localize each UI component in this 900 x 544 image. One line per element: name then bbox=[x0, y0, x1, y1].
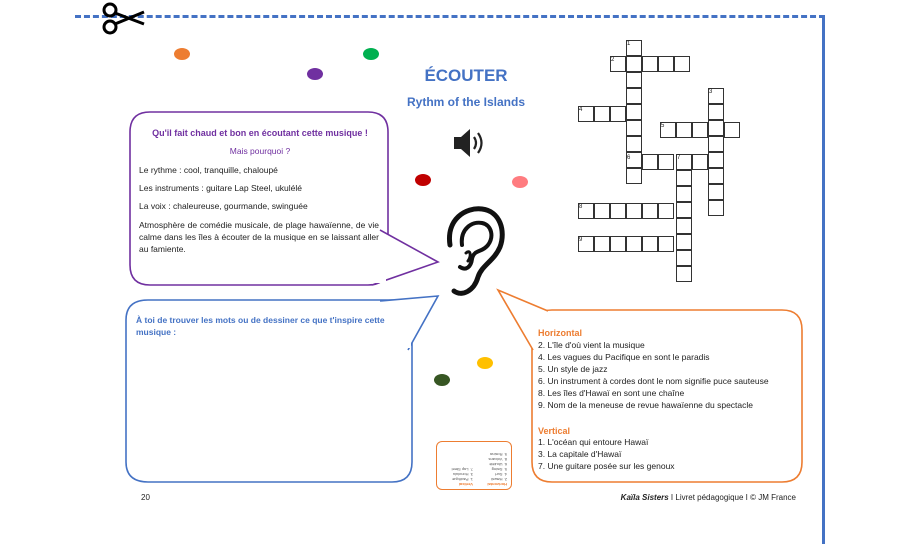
description-rythme: Le rythme : cool, tranquille, chaloupé bbox=[139, 165, 278, 175]
page-number: 20 bbox=[141, 493, 150, 502]
crossword-cell[interactable] bbox=[626, 104, 642, 120]
crossword-cell[interactable] bbox=[626, 72, 642, 88]
crossword-cell[interactable] bbox=[658, 203, 674, 219]
clue-vertical: 3. La capitale d'Hawaï bbox=[538, 449, 622, 459]
crossword-number: 6 bbox=[627, 155, 631, 161]
crossword-cell[interactable] bbox=[676, 202, 692, 218]
crossword-cell[interactable] bbox=[626, 88, 642, 104]
page-title: ÉCOUTER bbox=[424, 66, 508, 85]
crossword-cell[interactable] bbox=[676, 266, 692, 282]
crossword-cell[interactable] bbox=[626, 136, 642, 152]
clue-vertical: 1. L'océan qui entoure Hawaï bbox=[538, 437, 649, 447]
footer-credit bbox=[560, 493, 796, 502]
crossword-cell[interactable] bbox=[642, 56, 658, 72]
crossword-number: 9 bbox=[579, 237, 583, 243]
crossword-cell[interactable] bbox=[642, 236, 658, 252]
description-atmosphere: Atmosphère de comédie musicale, de plage hawaïenne, de vie calme dans les îles à écouter de la musique en se laissant aller au famiente. bbox=[139, 220, 379, 254]
answer-item: 4. Surf bbox=[495, 472, 507, 477]
crossword-cell[interactable] bbox=[676, 234, 692, 250]
crossword-cell[interactable] bbox=[594, 203, 610, 219]
crossword-cell[interactable] bbox=[708, 168, 724, 184]
crossword-cell[interactable] bbox=[708, 200, 724, 216]
crossword-cell[interactable] bbox=[708, 152, 724, 168]
crossword-cell[interactable] bbox=[676, 218, 692, 234]
crossword-cell[interactable] bbox=[708, 104, 724, 120]
clue-vertical: 7. Une guitare posée sur les genoux bbox=[538, 461, 675, 471]
crossword-cell[interactable] bbox=[724, 122, 740, 138]
footer-credit-text: I Livret pédagogique I © JM France bbox=[668, 493, 796, 502]
crossword-cell[interactable] bbox=[676, 186, 692, 202]
crossword-cell[interactable] bbox=[626, 168, 642, 184]
crossword-cell[interactable] bbox=[594, 106, 610, 122]
crossword-cell[interactable] bbox=[610, 203, 626, 219]
answer-item: 7. Lap Steel bbox=[451, 467, 473, 472]
clue-horizontal: 6. Un instrument à cordes dont le nom signifie puce sauteuse bbox=[538, 376, 769, 386]
description-subheading: Mais pourquoi ? bbox=[229, 146, 291, 156]
crossword-cell[interactable] bbox=[610, 106, 626, 122]
crossword-number: 8 bbox=[579, 204, 583, 210]
crossword-cell[interactable] bbox=[692, 122, 708, 138]
answers-upside-down bbox=[441, 445, 507, 487]
crossword-cell[interactable] bbox=[610, 236, 626, 252]
description-instruments: Les instruments : guitare Lap Steel, ukulélé bbox=[139, 183, 303, 193]
clues-horizontal-title: Horizontal bbox=[538, 328, 582, 338]
answer-item: 5. Swing bbox=[491, 467, 507, 472]
crossword-number: 3 bbox=[709, 89, 713, 95]
clue-horizontal: 2. L'île d'où vient la musique bbox=[538, 340, 645, 350]
crossword-cell[interactable] bbox=[594, 236, 610, 252]
crossword-cell[interactable] bbox=[658, 236, 674, 252]
crossword-cell[interactable] bbox=[626, 56, 642, 72]
crossword-cell[interactable] bbox=[674, 56, 690, 72]
answer-item: 3. Honolulu bbox=[452, 472, 473, 477]
crossword-cell[interactable] bbox=[658, 56, 674, 72]
clue-horizontal: 5. Un style de jazz bbox=[538, 364, 608, 374]
crossword-cell[interactable] bbox=[692, 154, 708, 170]
crossword-number: 2 bbox=[611, 57, 615, 63]
crossword-cell[interactable] bbox=[626, 203, 642, 219]
clues-vertical-title: Vertical bbox=[538, 426, 571, 436]
answer-item: 2. Hawaï bbox=[491, 477, 507, 482]
crossword-cell[interactable] bbox=[642, 154, 658, 170]
crossword-number: 1 bbox=[627, 41, 631, 47]
crossword-number: 4 bbox=[579, 107, 583, 113]
crossword-cell[interactable] bbox=[676, 170, 692, 186]
answers-horizontal-title: Horizontal bbox=[487, 482, 507, 487]
description-voix: La voix : chaleureuse, gourmande, swinguée bbox=[139, 201, 308, 211]
crossword-cell[interactable] bbox=[708, 136, 724, 152]
clue-horizontal: 4. Les vagues du Pacifique en sont le paradis bbox=[538, 352, 710, 362]
page-subtitle: Rythm of the Islands bbox=[406, 95, 525, 109]
answer-item: 1. Pacifique bbox=[452, 477, 473, 482]
answers-vertical-title: Vertical bbox=[458, 482, 473, 487]
crossword-cell[interactable] bbox=[708, 184, 724, 200]
crossword-cell[interactable] bbox=[676, 250, 692, 266]
crossword-number: 5 bbox=[661, 123, 665, 129]
description-heading: Qu'il fait chaud et bon en écoutant cette musique ! bbox=[152, 128, 368, 138]
footer-brand: Kaïla Sisters bbox=[620, 493, 669, 502]
crossword-number: 7 bbox=[677, 155, 681, 161]
clue-horizontal: 8. Les îles d'Hawaï en sont une chaîne bbox=[538, 388, 685, 398]
answer-item: 8. Volcans bbox=[488, 457, 507, 462]
crossword-cell[interactable] bbox=[642, 203, 658, 219]
crossword-cell[interactable] bbox=[626, 236, 642, 252]
activity-heading: À toi de trouver les mots ou de dessiner ce que t'inspire cette musique : bbox=[136, 315, 385, 337]
crossword-cell[interactable] bbox=[658, 154, 674, 170]
crossword-cell[interactable] bbox=[676, 122, 692, 138]
answer-item: 6. Ukulélé bbox=[489, 462, 507, 467]
answer-item: 9. Rosina bbox=[490, 452, 507, 457]
answers-box bbox=[436, 441, 512, 490]
crossword-cell[interactable] bbox=[626, 120, 642, 136]
clue-horizontal: 9. Nom de la meneuse de revue hawaïenne du spectacle bbox=[538, 400, 753, 410]
crossword-cell[interactable] bbox=[708, 120, 724, 136]
